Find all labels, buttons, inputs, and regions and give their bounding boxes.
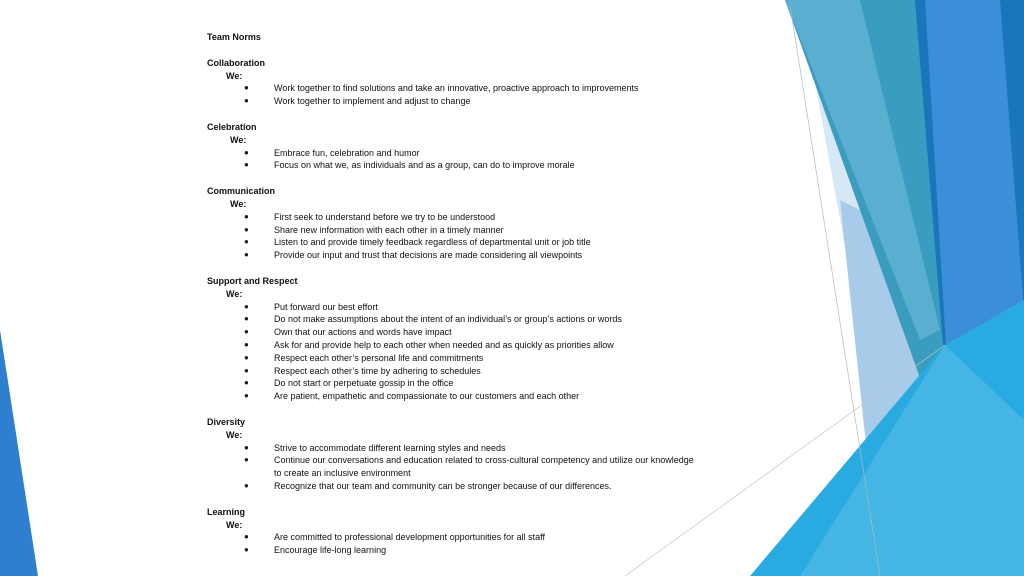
list-item: ● Strive to accommodate different learning styles and needs xyxy=(244,442,506,453)
bullet-icon: ● xyxy=(244,237,249,247)
bullet-icon: ● xyxy=(244,224,249,234)
bullet-icon: ● xyxy=(244,301,249,311)
list-item: ● Are patient, empathetic and compassionate to our customers and each other xyxy=(244,391,580,402)
bullet-icon: ● xyxy=(244,211,249,221)
list-item: ● First seek to understand before we try to be understood xyxy=(244,211,496,222)
bullet-icon: ● xyxy=(244,442,249,452)
we-label: We: xyxy=(226,70,243,81)
bullet-icon: ● xyxy=(244,96,249,106)
list-item: ● Focus on what we, as individuals and as a group, can do to improve morale xyxy=(244,160,575,171)
section-heading: Collaboration xyxy=(207,57,265,68)
list-item: ● Work together to implement and adjust to change xyxy=(244,96,471,107)
list-item: ● Work together to find solutions and take an innovative, proactive approach to improvements xyxy=(244,83,639,94)
section-support-and-respect xyxy=(207,275,727,403)
bullet-icon: ● xyxy=(244,327,249,337)
we-label: We: xyxy=(226,288,243,299)
section-diversity xyxy=(207,416,727,493)
list-item: ● Continue our conversations and education related to cross-cultural competency and utilize our knowledge to create an inclusive environment xyxy=(244,455,694,479)
section-collaboration xyxy=(207,57,727,108)
bullet-icon: ● xyxy=(244,365,249,375)
list-item: ● Listen to and provide timely feedback regardless of departmental unit or job title xyxy=(244,237,591,248)
we-label: We: xyxy=(226,519,243,530)
section-learning xyxy=(207,506,727,557)
bullet-icon: ● xyxy=(244,83,249,93)
list-item: ● Provide our input and trust that decisions are made considering all viewpoints xyxy=(244,250,583,261)
list-item: ● Own that our actions and words have impact xyxy=(244,327,452,338)
section-heading: Communication xyxy=(207,186,276,197)
list-item: ● Embrace fun, celebration and humor xyxy=(244,147,420,158)
bullet-icon: ● xyxy=(244,339,249,349)
list-item: ● Ask for and provide help to each other when needed and as quickly as priorities allow xyxy=(244,339,614,350)
left-edge-stripe xyxy=(0,330,38,576)
list-item: ● Do not make assumptions about the intent of an individual’s or group’s actions or words xyxy=(244,314,622,325)
list-item: ● Are committed to professional development opportunities for all staff xyxy=(244,532,545,543)
we-label: We: xyxy=(230,198,247,209)
bullet-icon: ● xyxy=(244,391,249,401)
list-item: ● Respect each other’s time by adhering to schedules xyxy=(244,365,481,376)
list-item: ● Recognize that our team and community can be stronger because of our differences. xyxy=(244,480,612,491)
section-celebration xyxy=(207,121,727,172)
we-label: We: xyxy=(230,134,247,145)
bullet-icon: ● xyxy=(244,455,249,465)
bullet-icon: ● xyxy=(244,480,249,490)
bullet-icon: ● xyxy=(244,532,249,542)
section-heading: Diversity xyxy=(207,416,246,427)
bullet-icon: ● xyxy=(244,250,249,260)
bullet-icon: ● xyxy=(244,147,249,157)
list-item: ● Respect each other’s personal life and commitments xyxy=(244,352,484,363)
section-communication xyxy=(207,185,727,262)
list-item: ● Share new information with each other in a timely manner xyxy=(244,224,504,235)
document-title: Team Norms xyxy=(207,32,261,42)
list-item: ● Do not start or perpetuate gossip in the office xyxy=(244,378,454,389)
section-heading: Support and Respect xyxy=(207,275,298,286)
bullet-icon: ● xyxy=(244,314,249,324)
team-norms-document xyxy=(207,31,727,570)
bullet-icon: ● xyxy=(244,378,249,388)
list-item: ● Encourage life-long learning xyxy=(244,545,387,556)
bullet-icon: ● xyxy=(244,545,249,555)
bullet-icon: ● xyxy=(244,352,249,362)
section-heading: Learning xyxy=(207,506,246,517)
list-item: ● Put forward our best effort xyxy=(244,301,378,312)
we-label: We: xyxy=(226,429,243,440)
section-heading: Celebration xyxy=(207,121,257,132)
bullet-icon: ● xyxy=(244,160,249,170)
